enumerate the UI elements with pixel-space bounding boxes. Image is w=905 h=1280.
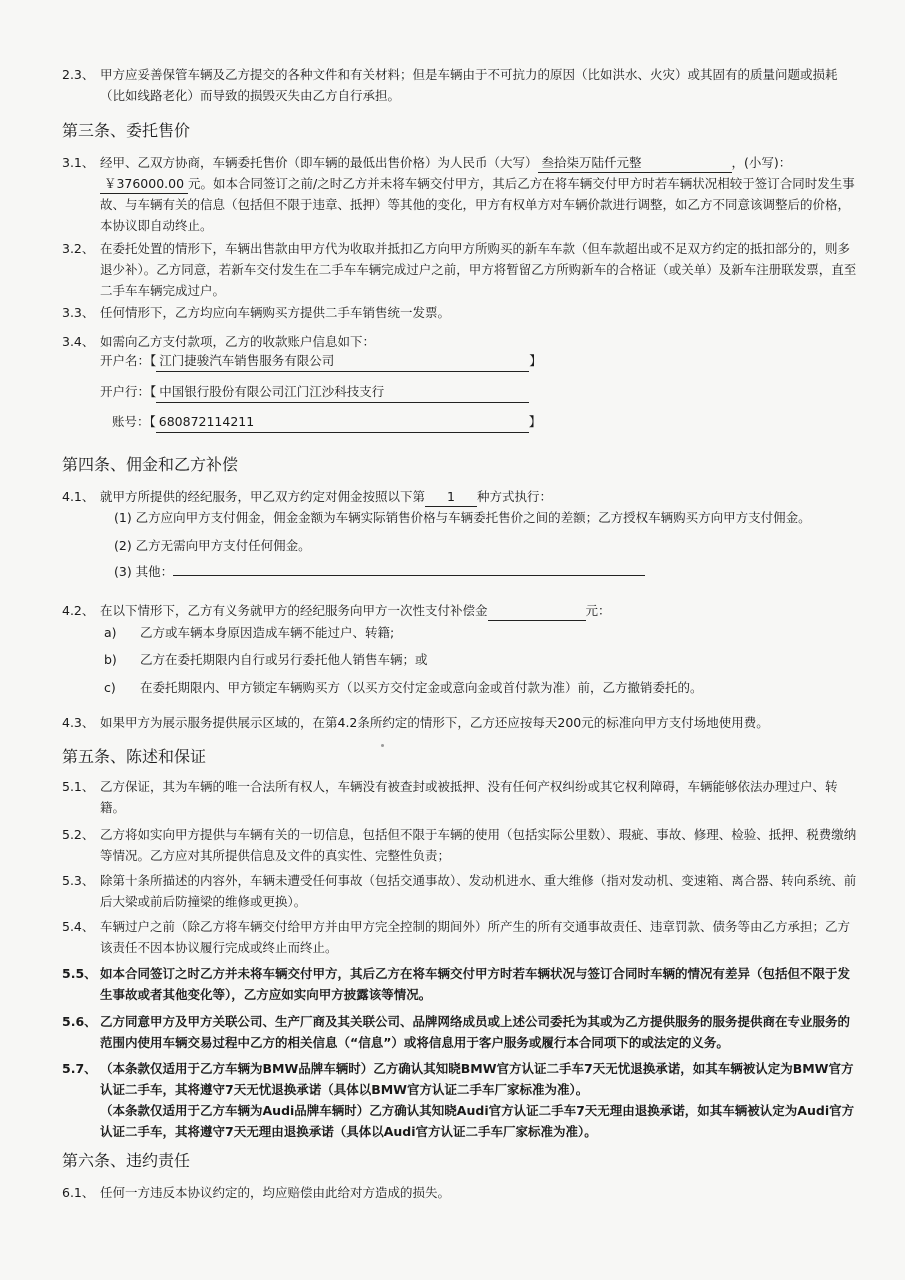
- clause-text: 乙方将如实向甲方提供与车辆有关的一切信息，包括但不限于车辆的使用（包括实际公里数）、瑕疵、事故、修理、检验、抵押、税费缴纳等情况。乙方应对其所提供信息及文件的真实性、完整性负责；: [100, 827, 857, 863]
- clause-text: 任何一方违反本协议约定的，均应赔偿由此给对方造成的损失。: [100, 1185, 451, 1200]
- clause-number: 2.3、: [62, 67, 95, 82]
- account-bank-label: 开户行：【: [100, 384, 157, 399]
- clause-5-7: [62, 1058, 862, 1142]
- clause-text-audi: （本条款仅适用于乙方车辆为Audi品牌车辆时）乙方确认其知晓Audi官方认证二手车7天无理由退换承诺，如其车辆被认定为Audi官方认证二手车，其将遵守7天无理由退换承诺（具体以Audi官方认证二手车厂家标准为准）。: [100, 1103, 855, 1139]
- article-4-title: 第四条、佣金和乙方补偿: [62, 455, 239, 474]
- account-holder-label: 开户名：【: [100, 353, 157, 368]
- clause-number: 5.3、: [62, 873, 95, 888]
- clause-5-2: [62, 824, 862, 866]
- clause-text: 除第十条所描述的内容外，车辆未遭受任何事故（包括交通事故）、发动机进水、重大维修（指对发动机、变速箱、离合器、转向系统、前后大梁或前后防撞梁的维修或更换）。: [100, 873, 857, 909]
- clause-number: 4.2、: [62, 603, 95, 618]
- clause-5-4: [62, 916, 862, 958]
- clause-number: 5.1、: [62, 779, 95, 794]
- account-number-value: 680872114211: [156, 411, 529, 433]
- clause-text: 任何情形下，乙方均应向车辆购买方提供二手车销售统一发票。: [100, 305, 451, 320]
- clause-text: 如果甲方为展示服务提供展示区域的，在第4.2条所约定的情形下，乙方还应按每天200元的标准向甲方支付场地使用费。: [100, 715, 769, 730]
- clause-3-4: [62, 331, 862, 352]
- clause-text: 车辆过户之前（除乙方将车辆交付给甲方并由甲方完全控制的期间外）所产生的所有交通事故责任、违章罚款、债务等由乙方承担；乙方该责任不因本协议履行完成或终止而终止。: [100, 919, 851, 955]
- clause-number: 3.4、: [62, 334, 95, 349]
- clause-number: 6.1、: [62, 1185, 95, 1200]
- clause-number: 5.7、: [62, 1061, 97, 1076]
- clause-6-1: [62, 1182, 862, 1203]
- case-a-text: 乙方或车辆本身原因造成车辆不能过户、转籍;: [140, 625, 395, 640]
- clause-4-3: [62, 712, 862, 733]
- clause-text: 乙方同意甲方及甲方关联公司、生产厂商及其关联公司、品牌网络成员或上述公司委托为其或为乙方提供服务的服务提供商在专业服务的范围内使用车辆交易过程中乙方的相关信息（“信息”）或将信息用于客户服务或履行本合同项下的或法定的义务。: [100, 1014, 851, 1050]
- account-number-row: [112, 411, 541, 433]
- other-blank: [173, 575, 645, 576]
- clause-5-6: [62, 1011, 862, 1053]
- clause-text: 在以下情形下，乙方有义务就甲方的经纪服务向甲方一次性支付补偿金: [100, 603, 488, 618]
- bracket-close: 】: [529, 353, 542, 368]
- account-holder-row: [100, 350, 542, 372]
- account-bank-row: [100, 381, 529, 403]
- clause-number: 5.2、: [62, 827, 95, 842]
- clause-number: 3.2、: [62, 241, 95, 256]
- clause-text: 如本合同签订之时乙方并未将车辆交付甲方，其后乙方在将车辆交付甲方时若车辆状况与签订合同时车辆的情况有差异（包括但不限于发生事故或者其他变化等），乙方应如实向甲方披露该等情况。: [100, 966, 851, 1002]
- clause-4-2: [62, 600, 862, 621]
- clause-2-3: [62, 64, 862, 106]
- commission-option-3: [114, 561, 674, 582]
- clause-number: 5.5、: [62, 966, 97, 981]
- clause-3-3: [62, 302, 862, 323]
- compensation-blank: [488, 602, 586, 621]
- clause-text: 元：: [585, 603, 611, 618]
- scan-speck: [381, 744, 384, 747]
- article-3-title: 第三条、委托售价: [62, 121, 191, 140]
- clause-text: 如需向乙方支付款项，乙方的收款账户信息如下：: [100, 334, 376, 349]
- clause-3-1: [62, 152, 862, 236]
- account-holder-value: 江门捷骏汽车销售服务有限公司: [156, 350, 529, 372]
- case-c-text: 在委托期限内、甲方锁定车辆购买方（以买方交付定金或意向金或首付款为准）前，乙方撤销委托的。: [140, 680, 703, 695]
- article-5-title: 第五条、陈述和保证: [62, 747, 207, 766]
- clause-text: ，(小写)：: [731, 155, 792, 170]
- clause-text: 甲方应妥善保管车辆及乙方提交的各种文件和有关材料；但是车辆由于不可抗力的原因（比如洪水、火灾）或其固有的质量问题或损耗（比如线路老化）而导致的损毁灭失由乙方自行承担。: [100, 67, 838, 103]
- account-number-label: 账号：【: [112, 414, 156, 429]
- clause-4-1: [62, 486, 862, 507]
- case-b-text: 乙方在委托期限内自行或另行委托他人销售车辆；或: [140, 652, 428, 667]
- clause-text-bmw: （本条款仅适用于乙方车辆为BMW品牌车辆时）乙方确认其知晓BMW官方认证二手车7天无忧退换承诺，如其车辆被认定为BMW官方认证二手车，其将遵守7天无忧退换承诺（具体以BMW官方认证二手车厂家标准为准）。: [100, 1061, 854, 1097]
- clause-number: 3.3、: [62, 305, 95, 320]
- clause-number: 4.1、: [62, 489, 95, 504]
- clause-number: 4.3、: [62, 715, 95, 730]
- clause-text: 在委托处置的情形下，车辆出售款由甲方代为收取并抵扣乙方向甲方所购买的新车车款（但车款超出或不足双方约定的抵扣部分的，则多退少补）。乙方同意，若新车交付发生在二手车车辆完成过户之前，甲方将暂留乙方所购新车的合格证（或关单）及新车注册联发票，直至二手车车辆完成过户。: [100, 241, 857, 298]
- clause-5-5: [62, 963, 862, 1005]
- case-a-label: a): [104, 625, 117, 640]
- clause-text: 就甲方所提供的经纪服务，甲乙双方约定对佣金按照以下第: [100, 489, 426, 504]
- price-in-words: 叁拾柒万陆仟元整: [538, 154, 732, 173]
- clause-text: 元。如本合同签订之前/之时乙方并未将车辆交付甲方，其后乙方在将车辆交付甲方时若车辆状况相较于签订合同时发生事故、与车辆有关的信息（包括但不限于违章、抵押）等其他的变化，甲方有权单方对车辆价款进行调整，如乙方不同意该调整后的价格，本协议即自动终止。: [100, 176, 855, 233]
- clause-number: 5.6、: [62, 1014, 97, 1029]
- commission-option-1: (1) 乙方应向甲方支付佣金，佣金金额为车辆实际销售价格与车辆委托售价之间的差额；乙方授权车辆购买方向甲方支付佣金。: [114, 510, 811, 525]
- case-b-label: b): [104, 652, 117, 667]
- clause-text: 乙方保证，其为车辆的唯一合法所有权人，车辆没有被查封或被抵押、没有任何产权纠纷或其它权利障碍，车辆能够依法办理过户、转籍。: [100, 779, 838, 815]
- account-bank-value: 中国银行股份有限公司江门江沙科技支行: [156, 381, 529, 403]
- clause-5-3: [62, 870, 862, 912]
- clause-5-1: [62, 776, 862, 818]
- bracket-close: 】: [528, 414, 542, 429]
- price-in-figures: ￥376000.00: [100, 175, 188, 194]
- article-6-title: 第六条、违约责任: [62, 1151, 191, 1170]
- case-c-label: c): [104, 680, 116, 695]
- clause-text: 经甲、乙双方协商，车辆委托售价（即车辆的最低出售价格）为人民币（大写）: [100, 155, 538, 170]
- clause-text: 种方式执行：: [477, 489, 553, 504]
- commission-method-choice: 1: [425, 488, 477, 507]
- clause-number: 3.1、: [62, 155, 95, 170]
- commission-option-2: (2) 乙方无需向甲方支付任何佣金。: [114, 538, 311, 553]
- clause-number: 5.4、: [62, 919, 95, 934]
- option-label: (3) 其他：: [114, 564, 174, 579]
- clause-3-2: [62, 238, 862, 301]
